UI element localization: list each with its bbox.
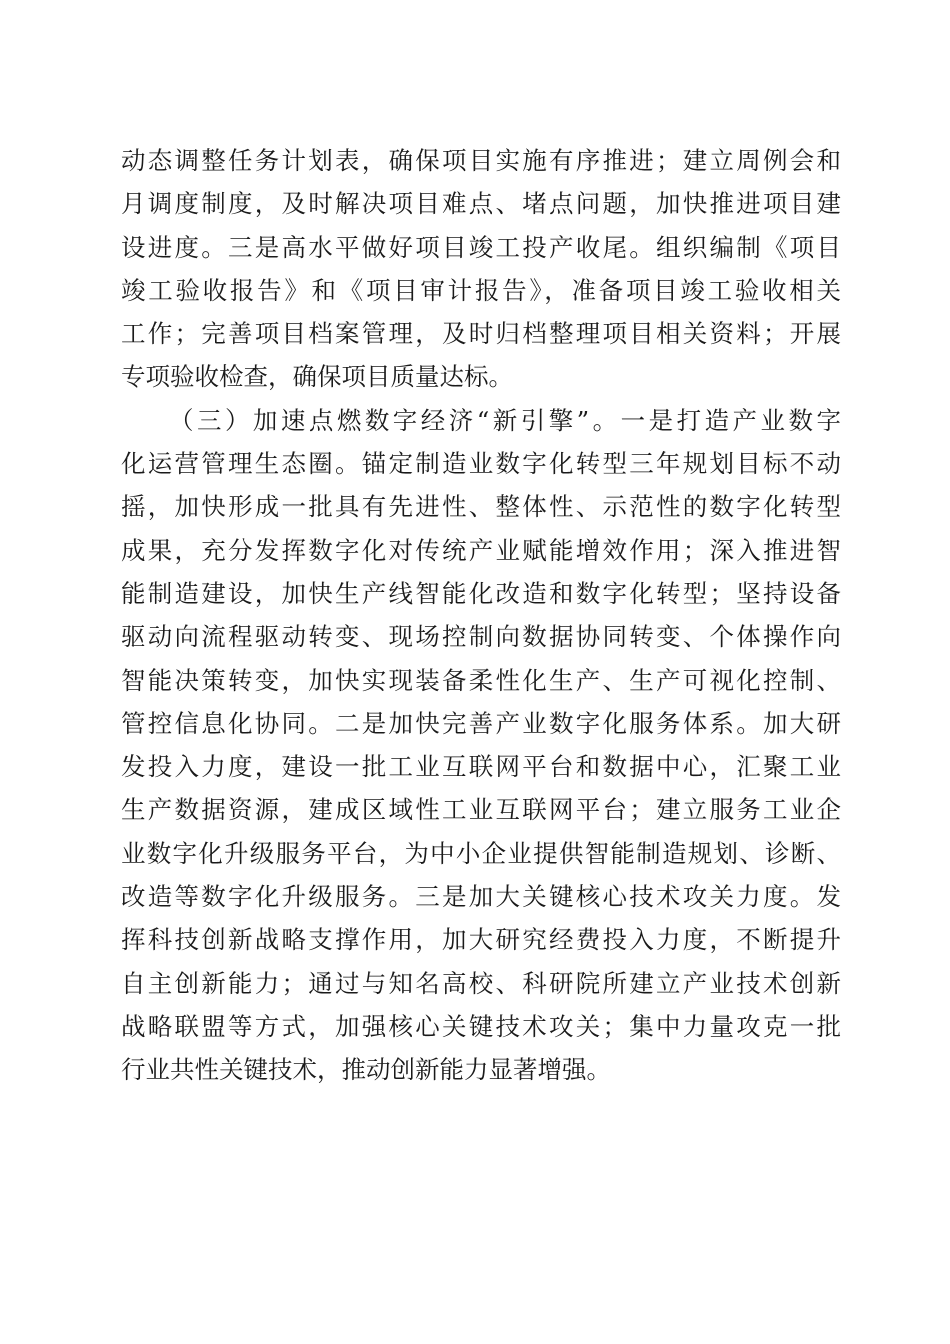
section-heading-line: （三）加速点燃数字经济“新引擎”。一是打造产业数字 xyxy=(169,405,841,435)
paragraph-line: 智能决策转变，加快实现装备柔性化生产、生产可视化控制、 xyxy=(121,665,841,695)
paragraph-1 xyxy=(121,139,841,399)
paragraph-line: 自主创新能力；通过与知名高校、科研院所建立产业技术创新 xyxy=(121,968,841,998)
paragraph-line: 化运营管理生态圈。锚定制造业数字化转型三年规划目标不动 xyxy=(121,449,841,479)
paragraph-line: 发投入力度，建设一批工业互联网平台和数据中心，汇聚工业 xyxy=(121,752,841,782)
paragraph-line: 管控信息化协同。二是加快完善产业数字化服务体系。加大研 xyxy=(121,708,841,738)
paragraph-line: 成果，充分发挥数字化对传统产业赋能增效作用；深入推进智 xyxy=(121,535,841,565)
paragraph-line: 能制造建设，加快生产线智能化改造和数字化转型；坚持设备 xyxy=(121,578,841,608)
paragraph-line: 设进度。三是高水平做好项目竣工投产收尾。组织编制《项目 xyxy=(121,232,841,262)
paragraph-line: 改造等数字化升级服务。三是加大关键核心技术攻关力度。发 xyxy=(121,882,841,912)
paragraph-line: 月调度制度，及时解决项目难点、堵点问题，加快推进项目建 xyxy=(121,189,841,219)
paragraph-line: 工作；完善项目档案管理，及时归档整理项目相关资料；开展 xyxy=(121,319,841,349)
paragraph-line: 行业共性关键技术，推动创新能力显著增强。 xyxy=(121,1055,611,1085)
document-body xyxy=(121,139,841,1092)
paragraph-line: 挥科技创新战略支撑作用，加大研究经费投入力度，不断提升 xyxy=(121,925,841,955)
paragraph-line: 业数字化升级服务平台，为中小企业提供智能制造规划、诊断、 xyxy=(121,838,841,868)
paragraph-line: 战略联盟等方式，加强核心关键技术攻关；集中力量攻克一批 xyxy=(121,1011,841,1041)
paragraph-line: 生产数据资源，建成区域性工业互联网平台；建立服务工业企 xyxy=(121,795,841,825)
paragraph-line: 驱动向流程驱动转变、现场控制向数据协同转变、个体操作向 xyxy=(121,622,841,652)
paragraph-2 xyxy=(121,399,841,1092)
paragraph-line: 摇，加快形成一批具有先进性、整体性、示范性的数字化转型 xyxy=(121,492,841,522)
paragraph-line: 专项验收检查，确保项目质量达标。 xyxy=(121,362,513,392)
paragraph-line: 动态调整任务计划表，确保项目实施有序推进；建立周例会和 xyxy=(121,146,841,175)
paragraph-line: 竣工验收报告》和《项目审计报告》，准备项目竣工验收相关 xyxy=(121,275,841,305)
